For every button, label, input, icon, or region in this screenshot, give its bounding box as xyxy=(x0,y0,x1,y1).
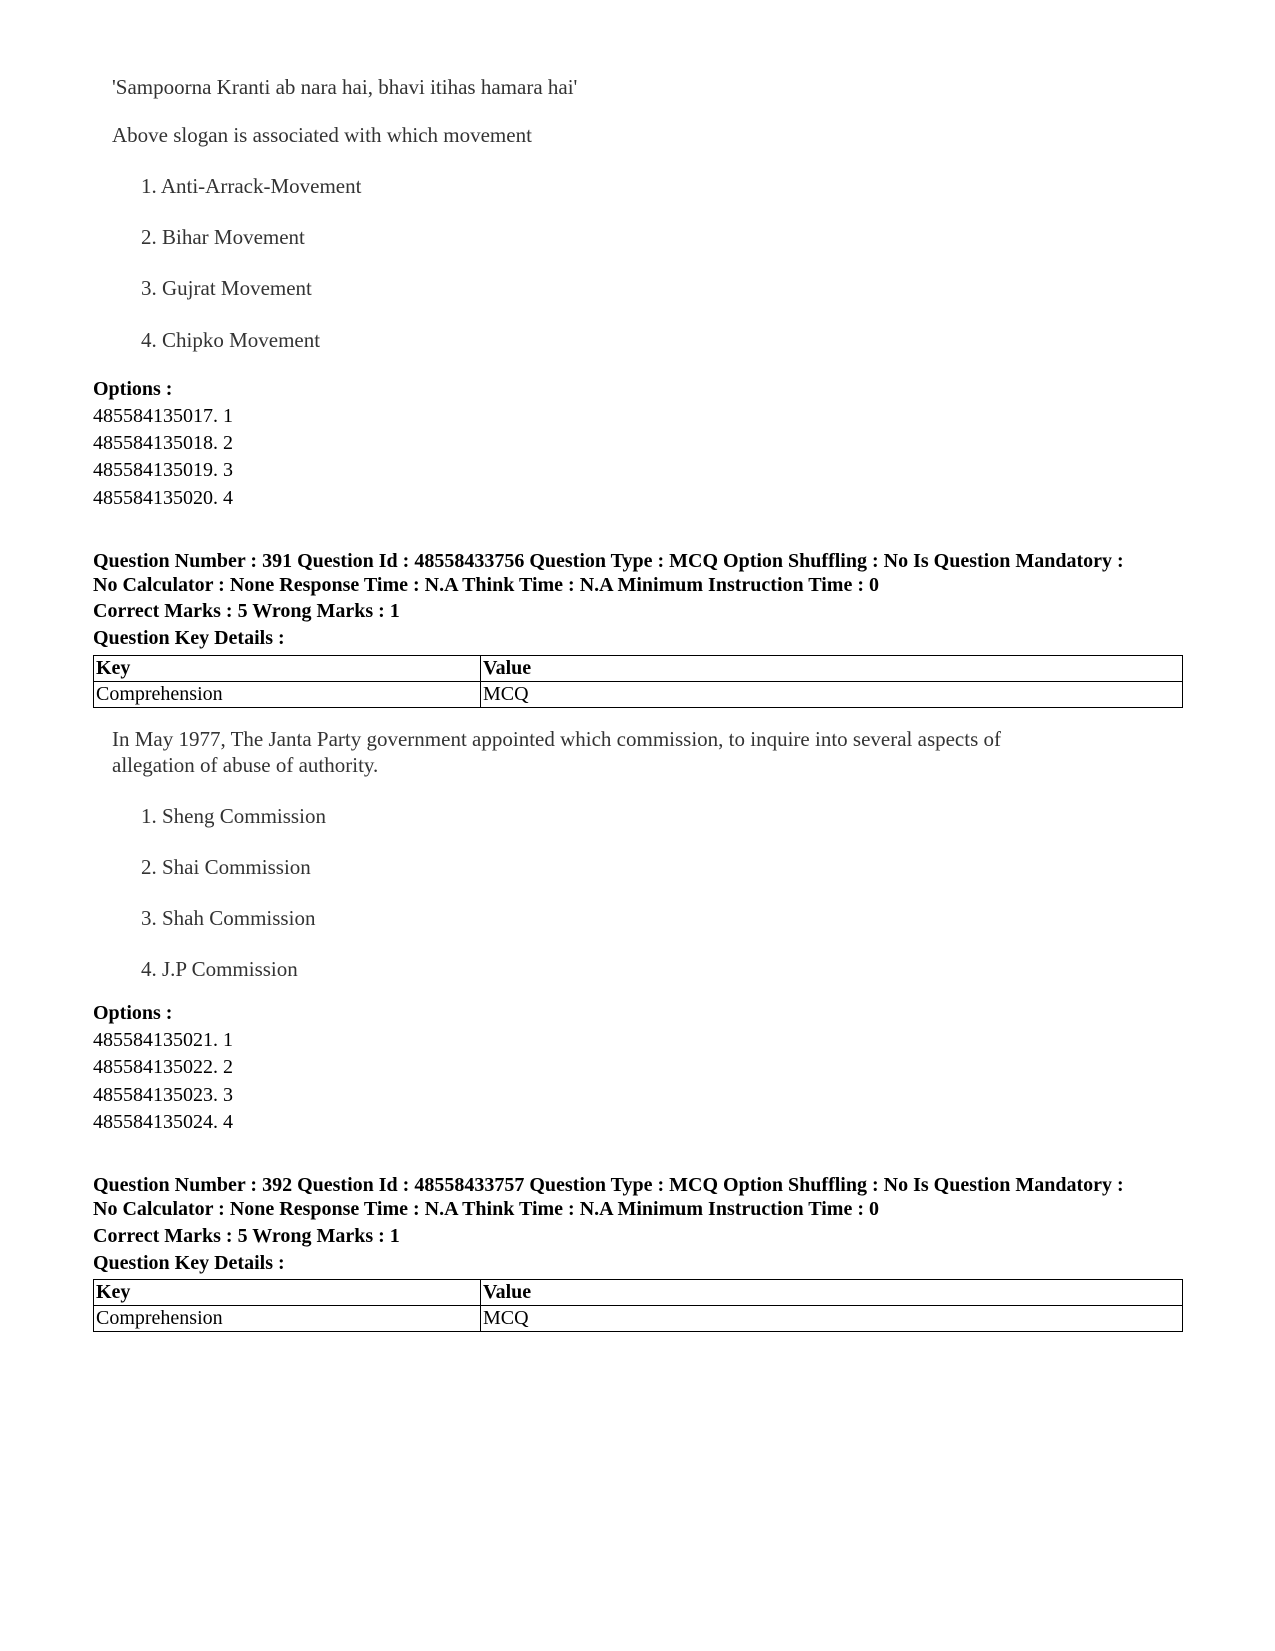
choice-item: 1. Sheng Commission xyxy=(141,804,326,828)
key-details-table xyxy=(93,655,1183,708)
question-text-line: 'Sampoorna Kranti ab nara hai, bhavi itihas hamara hai' xyxy=(112,75,578,99)
marks-line: Correct Marks : 5 Wrong Marks : 1 xyxy=(93,600,400,622)
question-text-line: allegation of abuse of authority. xyxy=(112,753,379,777)
table-cell-key: Comprehension xyxy=(94,1306,481,1332)
choice-item: 4. Chipko Movement xyxy=(141,328,321,352)
option-id: 485584135022. 2 xyxy=(93,1056,233,1078)
question-text-line: Above slogan is associated with which movement xyxy=(112,123,532,147)
table-row xyxy=(94,1306,1183,1332)
table-row xyxy=(94,682,1183,708)
table-cell-value: MCQ xyxy=(481,682,1183,708)
choice-item: 2. Bihar Movement xyxy=(141,225,305,249)
table-header-value: Value xyxy=(481,1280,1183,1306)
table-cell-value: MCQ xyxy=(481,1306,1183,1332)
choice-item: 1. Anti-Arrack-Movement xyxy=(141,174,362,198)
options-label: Options : xyxy=(93,378,173,400)
option-id: 485584135017. 1 xyxy=(93,405,233,427)
table-header-key: Key xyxy=(94,1280,481,1306)
question-text-line: In May 1977, The Janta Party government appointed which commission, to inquire into several aspects of xyxy=(112,727,1002,751)
meta-line: Question Number : 392 Question Id : 48558433757 Question Type : MCQ Option Shuffling : No Is Question Mandatory : xyxy=(93,1174,1124,1196)
key-details-label: Question Key Details : xyxy=(93,627,285,649)
meta-line: No Calculator : None Response Time : N.A Think Time : N.A Minimum Instruction Time : 0 xyxy=(93,574,879,596)
marks-line: Correct Marks : 5 Wrong Marks : 1 xyxy=(93,1225,400,1247)
table-header-row xyxy=(94,656,1183,682)
options-label: Options : xyxy=(93,1002,173,1024)
meta-line: No Calculator : None Response Time : N.A Think Time : N.A Minimum Instruction Time : 0 xyxy=(93,1198,879,1220)
option-id: 485584135024. 4 xyxy=(93,1111,233,1133)
table-header-value: Value xyxy=(481,656,1183,682)
choice-item: 2. Shai Commission xyxy=(141,855,311,879)
option-id: 485584135021. 1 xyxy=(93,1029,233,1051)
option-id: 485584135018. 2 xyxy=(93,432,233,454)
table-header-row xyxy=(94,1280,1183,1306)
table-cell-key: Comprehension xyxy=(94,682,481,708)
choice-item: 3. Gujrat Movement xyxy=(141,276,312,300)
choice-item: 3. Shah Commission xyxy=(141,906,316,930)
option-id: 485584135023. 3 xyxy=(93,1084,233,1106)
question-meta-391 xyxy=(93,549,1183,597)
question-meta-392 xyxy=(93,1173,1183,1221)
meta-line: Question Number : 391 Question Id : 48558433756 Question Type : MCQ Option Shuffling : No Is Question Mandatory : xyxy=(93,550,1124,572)
choice-item: 4. J.P Commission xyxy=(141,957,298,981)
key-details-table xyxy=(93,1279,1183,1332)
key-details-label: Question Key Details : xyxy=(93,1252,285,1274)
option-id: 485584135020. 4 xyxy=(93,487,233,509)
option-id: 485584135019. 3 xyxy=(93,459,233,481)
table-header-key: Key xyxy=(94,656,481,682)
